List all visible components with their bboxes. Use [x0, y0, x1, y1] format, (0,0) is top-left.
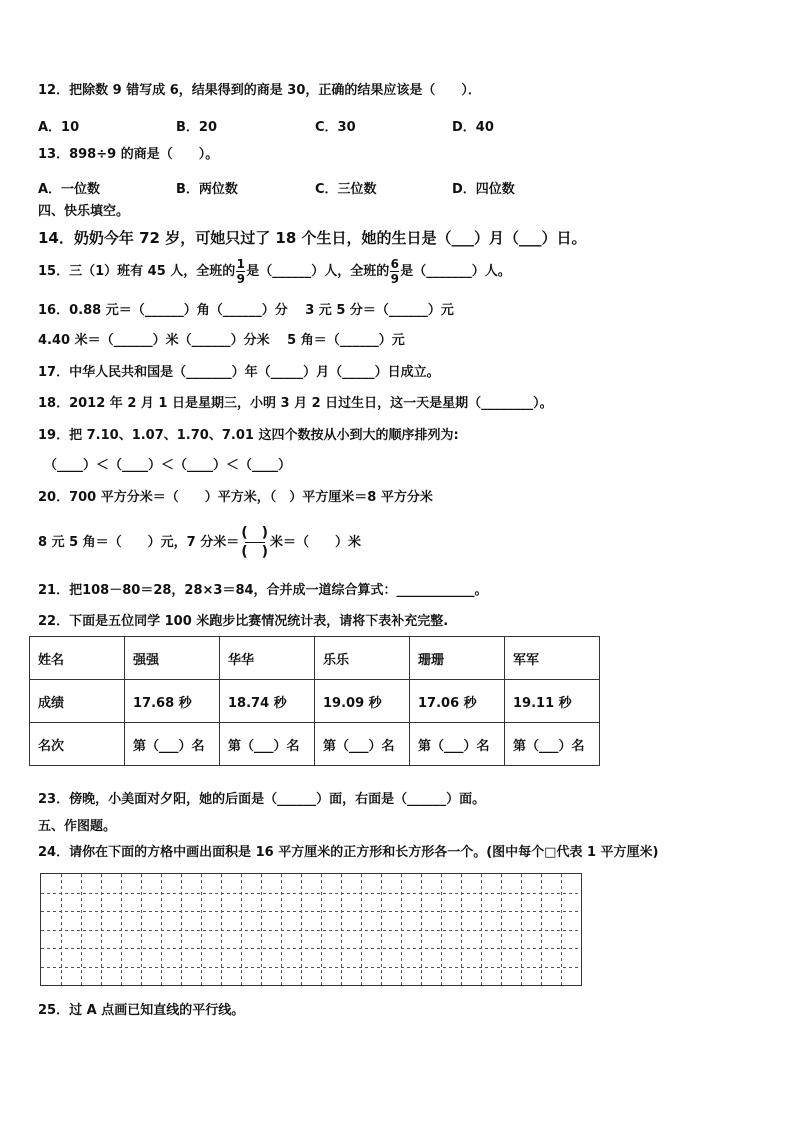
table-cell: 19.11 秒 [505, 680, 600, 723]
question-25: 25．过 A 点画已知直线的平行线。 [38, 1003, 245, 1018]
table-cell: 第（___）名 [220, 723, 315, 766]
fraction-one-ninth [236, 258, 245, 285]
blank-fraction [241, 525, 268, 560]
question-24: 24．请你在下面的方格中画出面积是 16 平方厘米的正方形和长方形各一个。(图中每个□代表 1 平方厘米) [38, 845, 659, 860]
question-21: 21．把108－80＝28，28×3＝84，合并成一道综合算式：____________。 [38, 583, 488, 598]
table-row [30, 680, 600, 723]
table-cell: 珊珊 [410, 637, 505, 680]
question-20-pre: 8 元 5 角＝（ ）元，7 分米＝ [38, 535, 240, 550]
question-20-post: 米＝（ ）米 [270, 535, 362, 550]
table-cell: 乐乐 [315, 637, 410, 680]
table-cell: 军军 [505, 637, 600, 680]
question-15-post: 是（_______）人。 [400, 264, 511, 279]
table-cell: 第（___）名 [125, 723, 220, 766]
table-cell: 17.06 秒 [410, 680, 505, 723]
fraction-six-ninths [390, 258, 399, 285]
table-row [30, 637, 600, 680]
fraction-denominator: ( ) [241, 544, 269, 560]
table-row [30, 723, 600, 766]
option-d: D．四位数 [452, 182, 515, 197]
fraction-numerator: 1 [236, 257, 245, 271]
question-19-line-1: 19．把 7.10、1.07、1.70、7.01 这四个数按从小到大的顺序排列为: [38, 428, 459, 443]
section-4-heading: 四、快乐填空。 [38, 204, 130, 219]
table-cell: 姓名 [30, 637, 125, 680]
question-20-line-1: 20．700 平方分米＝（ ）平方米，（ ）平方厘米＝8 平方分米 [38, 490, 433, 505]
option-c: C．三位数 [315, 182, 377, 197]
table-cell: 华华 [220, 637, 315, 680]
table-cell: 第（___）名 [410, 723, 505, 766]
section-5-heading: 五、作图题。 [38, 819, 117, 834]
question-15 [38, 257, 511, 287]
question-19-line-2: （____）＜（____）＜（____）＜（____） [44, 458, 292, 473]
table-cell: 17.68 秒 [125, 680, 220, 723]
question-20-line-2 [38, 521, 361, 565]
table-cell: 18.74 秒 [220, 680, 315, 723]
table-cell: 第（___）名 [505, 723, 600, 766]
question-18: 18．2012 年 2 月 1 日是星期三，小明 3 月 2 日过生日，这一天是星期（________）。 [38, 396, 553, 411]
fraction-numerator: 6 [390, 257, 399, 271]
race-results-table [29, 636, 600, 766]
question-22: 22．下面是五位同学 100 米跑步比赛情况统计表，请将下表补充完整. [38, 614, 449, 629]
table-cell: 名次 [30, 723, 125, 766]
table-cell: 第（___）名 [315, 723, 410, 766]
question-12: 12．把除数 9 错写成 6，结果得到的商是 30，正确的结果应该是（ ）． [38, 83, 481, 98]
option-a: A．一位数 [38, 182, 101, 197]
option-d: D．40 [452, 120, 494, 135]
grid-lines [41, 874, 581, 985]
fraction-numerator: ( ) [241, 525, 269, 541]
question-23: 23．傍晚，小美面对夕阳，她的后面是（______）面，右面是（______）面。 [38, 792, 486, 807]
option-b: B．两位数 [176, 182, 238, 197]
table-cell: 强强 [125, 637, 220, 680]
option-b: B．20 [176, 120, 217, 135]
fraction-denominator: 9 [390, 272, 399, 286]
drawing-grid[interactable] [40, 873, 582, 986]
question-16-line-2: 4.40 米＝（______）米（______）分米 5 角＝（______）元 [38, 333, 405, 348]
question-17: 17．中华人民共和国是（_______）年（_____）月（_____）日成立。 [38, 365, 440, 380]
question-15-pre: 15．三（1）班有 45 人，全班的 [38, 264, 236, 279]
fraction-denominator: 9 [236, 272, 245, 286]
table-cell: 19.09 秒 [315, 680, 410, 723]
option-c: C．30 [315, 120, 356, 135]
option-a: A．10 [38, 120, 80, 135]
table-cell: 成绩 [30, 680, 125, 723]
question-16-line-1: 16．0.88 元＝（______）角（______）分 3 元 5 分＝（______）元 [38, 303, 454, 318]
question-13: 13．898÷9 的商是（ ）。 [38, 147, 219, 162]
question-14: 14．奶奶今年 72 岁，可她只过了 18 个生日，她的生日是（___）月（___）日。 [38, 229, 587, 247]
question-15-mid: 是（______）人，全班的 [246, 264, 390, 279]
